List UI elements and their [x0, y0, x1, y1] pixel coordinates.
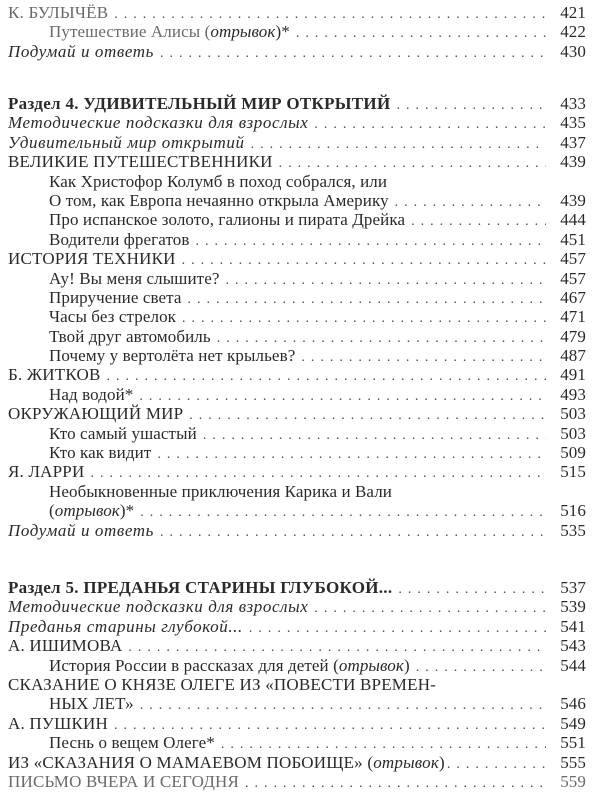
entry-title: Почему у вертолёта нет крыльев?	[49, 346, 296, 366]
toc-entry[interactable]	[8, 521, 586, 540]
entry-title-text: (	[49, 501, 55, 521]
dot-leader	[245, 774, 546, 793]
toc-entry[interactable]	[8, 385, 586, 404]
section-header[interactable]	[8, 94, 586, 113]
entry-title: Песнь о вещем Олеге*	[49, 733, 215, 753]
toc-entry[interactable]	[8, 133, 586, 152]
entry-title-italic: отрывок	[210, 22, 276, 42]
entry-title-italic: отрывок	[338, 655, 404, 675]
entry-title: ВЕЛИКИЕ ПУТЕШЕСТВЕННИКИ	[8, 152, 273, 172]
page-number: 435	[560, 113, 586, 133]
entry-title-tail: )*	[275, 22, 290, 42]
entry-title: ПИСЬМО ВЧЕРА И СЕГОДНЯ	[8, 771, 240, 791]
entry-title: Кто как видит	[49, 443, 152, 463]
page-number: 549	[560, 713, 586, 733]
entry-title: Приручение света	[49, 287, 182, 307]
entry-title	[49, 501, 134, 520]
section-header[interactable]	[8, 578, 586, 597]
toc-entry[interactable]	[8, 597, 586, 616]
toc-entry[interactable]	[8, 656, 586, 675]
entry-title: Как Христофор Колумб в поход собрался, или	[49, 171, 388, 191]
entry-title	[8, 753, 445, 772]
entry-title: К. БУЛЫЧЁВ	[8, 3, 109, 22]
toc-entry[interactable]	[8, 733, 586, 752]
dot-leader	[160, 44, 546, 63]
entry-title: Про испанское золото, галионы и пирата Дрейка	[49, 210, 406, 230]
toc-entry-author[interactable]	[8, 3, 586, 22]
page-number: 479	[560, 326, 586, 346]
entry-title-text: ИЗ «СКАЗАНИЯ О МАМАЕВОМ ПОБОИЩЕ» (	[8, 752, 374, 772]
toc-entry[interactable]	[8, 230, 586, 249]
entry-title: А. ПУШКИН	[8, 713, 108, 733]
entry-title: ОКРУЖАЮЩИЙ МИР	[8, 404, 184, 424]
entry-title: Подумай и ответь	[8, 520, 154, 540]
toc-section-4	[8, 94, 586, 540]
entry-title: Я. ЛАРРИ	[8, 462, 85, 482]
entry-title: СКАЗАНИЕ О КНЯЗЕ ОЛЕГЕ ИЗ «ПОВЕСТИ ВРЕМЕН-	[8, 674, 437, 694]
toc-entry[interactable]	[8, 249, 586, 268]
entry-title-text: История России в рассказах для детей (	[49, 655, 339, 675]
page-number: 503	[560, 404, 586, 424]
toc-entry[interactable]	[8, 404, 586, 423]
toc-entry[interactable]	[8, 424, 586, 443]
toc-entry[interactable]	[8, 191, 586, 210]
page-number: 491	[560, 365, 586, 385]
toc-entry[interactable]	[8, 636, 586, 655]
toc-entry[interactable]	[8, 617, 586, 636]
page-number: 487	[560, 346, 586, 366]
entry-title: Преданья старины глубокой...	[8, 616, 243, 636]
toc-entry-story[interactable]	[8, 22, 586, 41]
entry-title: А. ИШИМОВА	[8, 636, 123, 656]
toc-entry[interactable]	[8, 482, 586, 501]
entry-title: Удивительный мир открытий	[8, 132, 245, 152]
toc-entry[interactable]	[8, 172, 586, 191]
entry-title	[49, 656, 410, 675]
page-number: 546	[560, 694, 586, 714]
toc-entry[interactable]	[8, 501, 586, 520]
page-number: 437	[560, 132, 586, 152]
toc-entry[interactable]	[8, 753, 586, 772]
entry-title-tail: )	[403, 655, 410, 675]
toc-entry[interactable]	[8, 288, 586, 307]
entry-title: Б. ЖИТКОВ	[8, 365, 101, 385]
toc-entry[interactable]	[8, 210, 586, 229]
page-number: 559	[560, 771, 586, 791]
toc-entry[interactable]	[8, 346, 586, 365]
toc-entry[interactable]	[8, 365, 586, 384]
toc-section-5	[8, 578, 586, 791]
page-number: 471	[560, 307, 586, 327]
section-title: Раздел 4. УДИВИТЕЛЬНЫЙ МИР ОТКРЫТИЙ	[8, 94, 391, 113]
entry-title: Необыкновенные приключения Карика и Вали	[49, 481, 393, 501]
entry-title: Над водой*	[49, 384, 134, 404]
page-number: 433	[560, 94, 586, 113]
page-number: 509	[560, 443, 586, 463]
entry-title: НЫХ ЛЕТ»	[49, 694, 134, 714]
toc-entry[interactable]	[8, 327, 586, 346]
page-number: 467	[560, 287, 586, 307]
entry-title: Подумай и ответь	[8, 41, 154, 61]
toc-entry[interactable]	[8, 675, 586, 694]
dot-leader	[160, 523, 546, 542]
toc-entry[interactable]	[8, 113, 586, 132]
page-number: 444	[560, 210, 586, 230]
entry-title-italic: отрывок	[54, 501, 120, 521]
toc-entry[interactable]	[8, 152, 586, 171]
entry-title: Часы без стрелок	[49, 307, 177, 327]
page-number: 451	[560, 229, 586, 249]
toc-entry[interactable]	[8, 462, 586, 481]
entry-title: Ау! Вы меня слышите?	[49, 268, 220, 288]
page-number: 535	[560, 520, 586, 540]
entry-title-text: Путешествие Алисы (	[49, 22, 211, 42]
entry-title-tail: )*	[119, 501, 135, 521]
entry-title: Водители фрегатов	[49, 229, 190, 249]
page-number: 421	[560, 3, 586, 22]
page-number: 555	[560, 752, 586, 772]
page-number: 539	[560, 597, 586, 617]
entry-title-tail: )	[439, 752, 445, 772]
page-number: 439	[560, 190, 586, 210]
page-number: 515	[560, 462, 586, 482]
toc-entry[interactable]	[8, 307, 586, 326]
entry-title: Методические подсказки для взрослых	[8, 597, 309, 617]
page-number: 543	[560, 636, 586, 656]
page-number: 503	[560, 423, 586, 443]
toc-entry[interactable]	[8, 714, 586, 733]
page-number: 541	[560, 616, 586, 636]
toc-entry[interactable]	[8, 772, 586, 791]
page-number: 457	[560, 268, 586, 288]
entry-title: ИСТОРИЯ ТЕХНИКИ	[8, 249, 176, 269]
entry-title-italic: отрывок	[373, 752, 439, 772]
toc-entry[interactable]	[8, 269, 586, 288]
toc-block-continuation	[8, 3, 586, 61]
entry-title: Твой друг автомобиль	[49, 326, 211, 346]
page-number: 457	[560, 249, 586, 269]
page-number: 430	[560, 41, 586, 61]
entry-title: Методические подсказки для взрослых	[8, 113, 309, 133]
toc-entry[interactable]	[8, 694, 586, 713]
page-number: 422	[560, 22, 586, 42]
page-number: 516	[560, 501, 586, 521]
toc-entry[interactable]	[8, 443, 586, 462]
page-number: 551	[560, 733, 586, 753]
section-title: Раздел 5. ПРЕДАНЬЯ СТАРИНЫ ГЛУБОКОЙ...	[8, 578, 393, 597]
toc-entry-questions[interactable]	[8, 42, 586, 61]
page-number: 544	[560, 655, 586, 675]
page-number: 537	[560, 578, 586, 597]
entry-title	[49, 22, 290, 41]
entry-title: О том, как Европа нечаянно открыла Америку	[49, 190, 389, 210]
page-number: 439	[560, 152, 586, 172]
entry-title: Кто самый ушастый	[49, 423, 197, 443]
page-number: 493	[560, 384, 586, 404]
